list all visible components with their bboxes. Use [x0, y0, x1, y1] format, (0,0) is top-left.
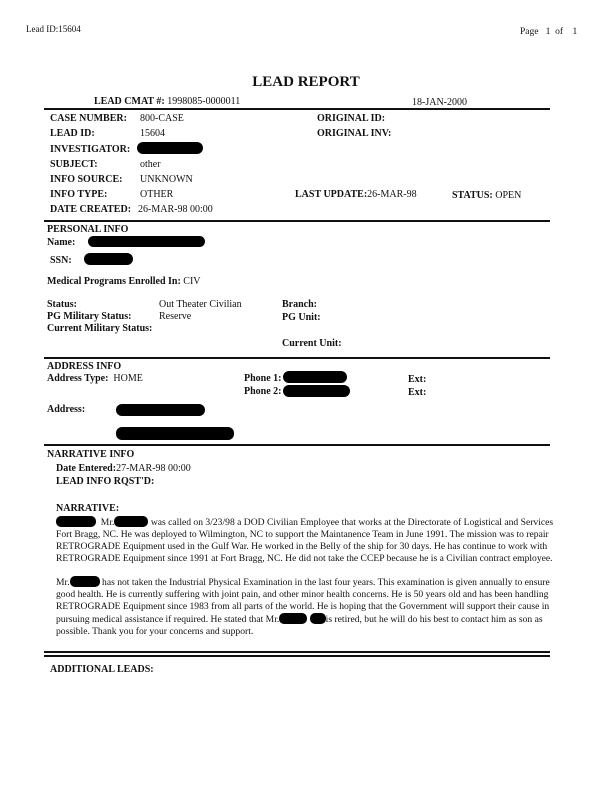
top-rule [44, 108, 550, 110]
additional-leads-label: ADDITIONAL LEADS: [50, 664, 154, 675]
status-personal-label: Status: [47, 299, 78, 310]
page-of: of [555, 27, 564, 37]
subject-label: SUBJECT: [50, 159, 98, 170]
rule-personal [44, 220, 550, 222]
cmat-line [94, 96, 240, 107]
status-personal-value: Out Theater Civilian [159, 299, 242, 310]
info-source-value: UNKNOWN [140, 174, 193, 185]
name-label: Name: [47, 237, 76, 248]
lead-id-label: LEAD ID: [50, 128, 95, 139]
date-entered-label: Date Entered: [56, 463, 117, 474]
medical-value: CIV [183, 276, 201, 287]
page-label: Page [520, 27, 539, 37]
ext2-label: Ext: [408, 387, 427, 398]
date-created-value: 26-MAR-98 00:00 [138, 204, 213, 215]
redaction-inline [279, 613, 307, 624]
narrative-heading: NARRATIVE INFO [47, 449, 135, 460]
current-unit-label: Current Unit: [282, 338, 342, 349]
cmat-label: LEAD CMAT #: [94, 96, 165, 107]
address-type-value: HOME [113, 373, 143, 384]
narrative-label: NARRATIVE: [56, 503, 120, 514]
narrative-paragraph-1 [56, 516, 556, 565]
rule-narrative [44, 444, 550, 446]
rule-additional-2 [44, 655, 550, 657]
medical-programs [47, 276, 201, 287]
narrative-p2-mr: Mr. [56, 577, 70, 588]
pg-unit-label: PG Unit: [282, 312, 321, 323]
case-number-value: 800-CASE [140, 113, 184, 124]
pg-military-label: PG Military Status: [47, 311, 132, 322]
narrative-p2-text: has not taken the Industrial Physical Examination in the last four years. This examination is given annually to ensure good health. He is currently suffering with joint pain, and other minor health concerns. He is 50 years old and has been handling RETROGRADE Equipment since 1983 from all parts of the world. He is hoping that the Government will support their cause in pursuing medical assistance if required. He stated that Mr. [56, 577, 550, 625]
redaction-inline [310, 613, 326, 624]
rule-address [44, 357, 550, 359]
info-type-value: OTHER [140, 189, 174, 200]
original-inv-label: ORIGINAL INV: [317, 128, 392, 139]
last-update-label: LAST UPDATE: [295, 189, 368, 200]
redaction-phone2 [283, 385, 350, 397]
original-id-label: ORIGINAL ID: [317, 113, 386, 124]
date-created-label: DATE CREATED: [50, 204, 132, 215]
subject-value: other [140, 159, 161, 170]
address-type-label: Address Type: [47, 373, 109, 384]
redaction-investigator [137, 142, 203, 154]
redaction-phone1 [283, 371, 347, 383]
date-entered [56, 463, 191, 474]
date-entered-value: 27-MAR-98 00:00 [116, 463, 191, 474]
info-type-label: INFO TYPE: [50, 189, 108, 200]
page-indicator [520, 27, 577, 37]
redaction-address-line2 [116, 427, 234, 440]
redaction-inline [114, 516, 148, 527]
rule-additional-1 [44, 651, 550, 653]
narrative-paragraph-2 [56, 576, 556, 638]
case-number-label: CASE NUMBER: [50, 113, 127, 124]
current-military-label: Current Military Status: [47, 323, 153, 334]
phone2-label: Phone 2: [244, 386, 282, 397]
lead-id-value: 15604 [140, 128, 165, 139]
redaction-inline [70, 576, 100, 587]
last-update [295, 189, 417, 200]
lead-id-header: Lead ID:15604 [26, 24, 81, 34]
ssn-label: SSN: [50, 255, 72, 266]
report-title: LEAD REPORT [252, 74, 360, 90]
narrative-p1-text: was called on 3/23/98 a DOD Civilian Employee that works at the Directorate of Logistical and Services Fort Bragg, NC. He was deployed to Wilmington, NC to support the Maintanence Team in June 1991. The mission was to repair RETROGRADE Equipment used in the Gulf War. He worked in the Belly of the ship for 30 days. He has continue to work with RETROGRADE Equipment since 1991 at Fort Bragg, NC. He did not take the CCEP because he is a Civilian contract employee. [56, 517, 554, 564]
ext1-label: Ext: [408, 374, 427, 385]
cmat-value: 1998085-0000011 [167, 96, 241, 107]
medical-label: Medical Programs Enrolled In: [47, 276, 181, 287]
personal-heading: PERSONAL INFO [47, 224, 129, 235]
address-type [47, 373, 143, 384]
investigator-label: INVESTIGATOR: [50, 144, 131, 155]
status-label: STATUS: [452, 190, 493, 201]
last-update-value: 26-MAR-98 [367, 189, 417, 200]
narrative-p1-mr: Mr. [100, 517, 115, 528]
page-number: 1 [545, 27, 551, 37]
status-value: OPEN [495, 190, 522, 201]
branch-label: Branch: [282, 299, 317, 310]
status-field [452, 190, 521, 201]
redaction-address-line1 [116, 404, 205, 416]
pg-military-value: Reserve [159, 311, 192, 322]
cmat-date: 18-JAN-2000 [412, 97, 467, 108]
narrative-p2-end: is retired, but he will do his best to contact him as son as possible. Thank you for your concerns and support. [56, 614, 543, 637]
address-label: Address: [47, 404, 86, 415]
redaction-name [88, 236, 205, 247]
page-total: 1 [572, 27, 578, 37]
phone1-label: Phone 1: [244, 373, 282, 384]
info-source-label: INFO SOURCE: [50, 174, 123, 185]
lead-info-rqstd-label: LEAD INFO RQST'D: [56, 476, 155, 487]
address-heading: ADDRESS INFO [47, 361, 122, 372]
redaction-inline [56, 516, 96, 527]
redaction-ssn [84, 253, 133, 265]
